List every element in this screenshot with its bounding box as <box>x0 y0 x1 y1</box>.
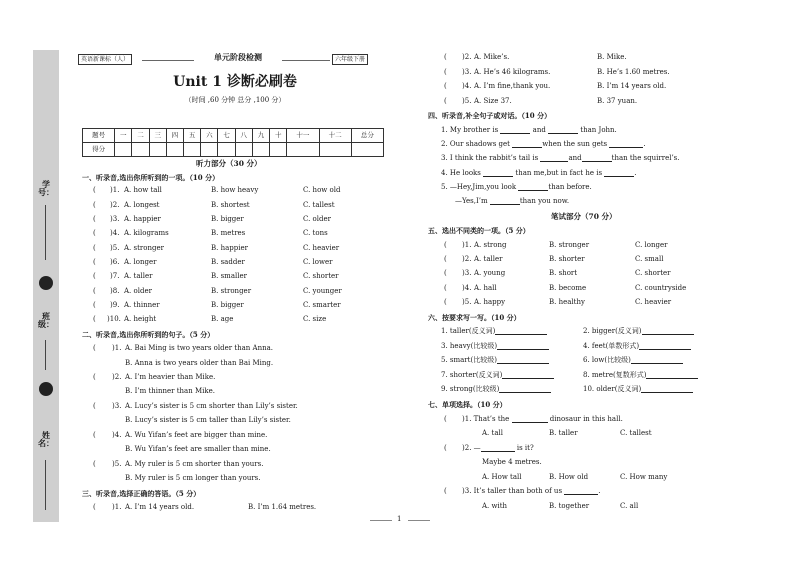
question-number: )3. <box>462 68 472 76</box>
answer-bracket[interactable]: ( <box>93 402 96 410</box>
option-b: B. bigger <box>211 215 244 223</box>
question-number: )5. <box>462 97 472 105</box>
option-c: C. older <box>303 215 331 223</box>
score-cell: 一 <box>115 129 132 143</box>
score-cell: 七 <box>218 129 235 143</box>
option-a: A. hall <box>474 284 497 292</box>
section-heading: 六、按要求写一写。（10 分） <box>428 313 521 322</box>
writing-section-title: 笔试部分（70 分） <box>551 212 617 221</box>
question-number: )10. <box>107 315 121 323</box>
question-number: )9. <box>110 301 120 309</box>
option-b: B. stronger <box>549 241 590 249</box>
sentence-option-b: B. Lucy’s sister is 5 cm taller than Lily’s sister. <box>125 416 291 424</box>
rewrite-item: 3. heavy(比较级) <box>441 343 549 350</box>
score-input-cell[interactable] <box>252 143 269 157</box>
fill-blank[interactable] <box>502 378 554 379</box>
option-b: B. together <box>549 502 590 510</box>
option-a: A. kilograms <box>124 229 169 237</box>
score-input-cell[interactable] <box>115 143 132 157</box>
option-c: C. small <box>635 255 664 263</box>
answer-bracket[interactable]: ( <box>93 229 96 237</box>
question-stem: )2. — is it? <box>462 444 534 452</box>
option-a: A. I’m fine,thank you. <box>474 82 551 90</box>
option-c: C. how old <box>303 186 341 194</box>
sentence-option-a: A. My ruler is 5 cm shorter than yours. <box>125 460 264 468</box>
question-stem: )1. That’s the dinosaur in this hall. <box>462 415 623 423</box>
answer-bracket[interactable]: ( <box>444 415 447 423</box>
option-b: B. happier <box>211 244 248 252</box>
option-a: A. with <box>482 502 508 510</box>
score-input-cell[interactable] <box>287 143 319 157</box>
question-number: )2. <box>112 373 122 381</box>
name-line <box>45 460 46 510</box>
option-c: C. smarter <box>303 301 341 309</box>
student-number-line <box>45 205 46 260</box>
edition-tag: 英语新课标（人） <box>78 54 132 65</box>
option-a: A. young <box>474 269 506 277</box>
seal-dot <box>39 276 53 290</box>
option-b: B. how heavy <box>211 186 259 194</box>
question-number: )2. <box>462 255 472 263</box>
question-number: )1. <box>112 344 122 352</box>
option-c: C. longer <box>635 241 668 249</box>
question-number: )5. <box>110 244 120 252</box>
score-input-cell[interactable] <box>235 143 252 157</box>
fill-blank[interactable] <box>499 392 551 393</box>
option-b: B. metres <box>211 229 246 237</box>
score-table-score-row <box>83 143 384 157</box>
score-cell: 得分 <box>83 143 115 157</box>
fill-blank[interactable] <box>564 494 598 495</box>
fill-sentence: 4. He looks than me,but in fact he is . <box>441 169 637 177</box>
fill-blank[interactable] <box>609 147 643 148</box>
option-b: B. bigger <box>211 301 244 309</box>
option-a: A. happier <box>124 215 161 223</box>
score-cell: 六 <box>201 129 218 143</box>
score-cell: 八 <box>235 129 252 143</box>
question-number: )3. <box>462 269 472 277</box>
option-b: B. He’s 1.60 metres. <box>597 68 670 76</box>
score-cell: 二 <box>132 129 149 143</box>
answer-bracket[interactable]: ( <box>444 82 447 90</box>
option-a: A. tall <box>482 429 503 437</box>
answer-bracket[interactable]: ( <box>93 215 96 223</box>
option-a: A. He’s 46 kilograms. <box>474 68 551 76</box>
answer-bracket[interactable]: ( <box>444 255 447 263</box>
score-table <box>82 128 384 157</box>
sentence-option-a: A. Lucy’s sister is 5 cm shorter than Lily’s sister. <box>125 402 298 410</box>
header-title: 单元阶段检测 <box>214 53 262 62</box>
sentence-option-a: A. Bai Ming is two years older than Anna. <box>125 344 273 352</box>
option-c: C. size <box>303 315 327 323</box>
answer-bracket[interactable]: ( <box>93 186 96 194</box>
fill-sentence: 5. —Hey,Jim,you look than before. <box>441 183 592 191</box>
answer-bracket[interactable]: ( <box>444 97 447 105</box>
answer-bracket[interactable]: ( <box>444 68 447 76</box>
sentence-option-a: A. Wu Yifan’s feet are bigger than mine. <box>125 431 268 439</box>
fill-blank[interactable] <box>582 161 612 162</box>
option-a: A. older <box>124 287 152 295</box>
score-cell: 题号 <box>83 129 115 143</box>
fill-blank[interactable] <box>500 133 530 134</box>
answer-bracket[interactable]: ( <box>444 487 447 495</box>
rewrite-item: 8. metre(复数形式) <box>583 372 698 379</box>
option-a: A. taller <box>474 255 503 263</box>
answer-bracket[interactable]: ( <box>93 460 96 468</box>
option-a: A. thinner <box>124 301 160 309</box>
rewrite-item: 1. taller(反义词) <box>441 328 547 335</box>
score-cell: 四 <box>166 129 183 143</box>
answer-bracket[interactable]: ( <box>93 287 96 295</box>
question-number: )2. <box>110 201 120 209</box>
option-c: C. tallest <box>303 201 335 209</box>
question-number: )6. <box>110 258 120 266</box>
question-number: )2. <box>462 53 472 61</box>
option-b: B. sadder <box>211 258 245 266</box>
page-title: Unit 1 诊断必刷卷 <box>173 74 297 90</box>
option-a: A. how tall <box>124 186 162 194</box>
score-input-cell[interactable] <box>201 143 218 157</box>
option-b: B. shorter <box>549 255 585 263</box>
answer-bracket[interactable]: ( <box>93 373 96 381</box>
fill-blank[interactable] <box>646 378 698 379</box>
fill-blank[interactable] <box>497 363 549 364</box>
answer-bracket[interactable]: ( <box>93 503 96 511</box>
listening-section-title: 听力部分（30 分） <box>196 159 262 168</box>
answer-bracket[interactable]: ( <box>444 241 447 249</box>
option-b: B. smaller <box>211 272 247 280</box>
fill-blank[interactable] <box>604 176 634 177</box>
score-cell: 五 <box>184 129 201 143</box>
fill-blank[interactable] <box>631 363 683 364</box>
score-input-cell[interactable] <box>184 143 201 157</box>
option-b: B. Mike. <box>597 53 627 61</box>
rewrite-item: 9. strong(比较级) <box>441 386 551 393</box>
question-number: )7. <box>110 272 120 280</box>
score-input-cell[interactable] <box>166 143 183 157</box>
answer-bracket[interactable]: ( <box>93 431 96 439</box>
answer-bracket[interactable]: ( <box>93 272 96 280</box>
fill-sentence: 1. My brother is and than John. <box>441 126 617 134</box>
option-c: C. How many <box>620 473 668 481</box>
option-b: B. How old <box>549 473 589 481</box>
rewrite-item: 5. smart(比较级) <box>441 357 549 364</box>
option-b: B. stronger <box>211 287 252 295</box>
option-c: C. shorter <box>635 269 671 277</box>
sentence-option-b: B. Anna is two years older than Bai Ming. <box>125 359 274 367</box>
answer-bracket[interactable]: ( <box>444 444 447 452</box>
option-a: A. longer <box>124 258 157 266</box>
sentence-option-a: A. I’m heavier than Mike. <box>125 373 216 381</box>
answer-bracket[interactable]: ( <box>93 244 96 252</box>
seal-dot <box>39 382 53 396</box>
class-label: 班级： <box>38 312 54 330</box>
score-input-cell[interactable] <box>132 143 149 157</box>
answer-bracket[interactable]: ( <box>93 344 96 352</box>
section-heading: 一、听录音,选出你所听到的一项。（10 分） <box>82 173 220 182</box>
question-number: )4. <box>112 431 122 439</box>
fill-blank[interactable] <box>518 190 548 191</box>
rewrite-item: 2. bigger(反义词) <box>583 328 694 335</box>
option-b: B. shortest <box>211 201 250 209</box>
question-number: )8. <box>110 287 120 295</box>
option-a: A. I’m 14 years old. <box>125 503 195 511</box>
sentence-option-b: B. My ruler is 5 cm longer than yours. <box>125 474 261 482</box>
answer-bracket[interactable]: ( <box>444 53 447 61</box>
score-cell: 九 <box>252 129 269 143</box>
option-c: C. heavier <box>635 298 672 306</box>
question-stem-line: Maybe 4 metres. <box>482 458 542 466</box>
section-heading: 五、选出不同类的一项。（5 分） <box>428 226 530 235</box>
section-heading: 七、单项选择。（10 分） <box>428 400 507 409</box>
fill-blank[interactable] <box>490 204 520 205</box>
fill-blank[interactable] <box>540 161 568 162</box>
rewrite-item: 6. low(比较级) <box>583 357 683 364</box>
fill-blank[interactable] <box>495 334 547 335</box>
option-c: C. tallest <box>620 429 652 437</box>
option-c: C. lower <box>303 258 333 266</box>
option-a: A. Size 37. <box>474 97 512 105</box>
fill-blank[interactable] <box>641 392 693 393</box>
option-c: C. all <box>620 502 639 510</box>
score-input-cell[interactable] <box>149 143 166 157</box>
fill-blank[interactable] <box>483 176 513 177</box>
question-number: )5. <box>462 298 472 306</box>
option-a: A. happy <box>474 298 506 306</box>
question-number: )1. <box>112 503 122 511</box>
exam-header <box>78 54 386 66</box>
score-cell: 十二 <box>319 129 351 143</box>
fill-sentence: 2. Our shadows get when the sun gets . <box>441 140 646 148</box>
fill-blank[interactable] <box>497 349 549 350</box>
option-b: B. taller <box>549 429 578 437</box>
score-input-cell[interactable] <box>270 143 287 157</box>
option-a: A. taller <box>124 272 153 280</box>
fill-blank[interactable] <box>642 334 694 335</box>
answer-bracket[interactable]: ( <box>93 301 96 309</box>
fill-sentence: 3. I think the rabbit’s tail is and than the squirrel’s. <box>441 154 680 162</box>
score-input-cell[interactable] <box>218 143 235 157</box>
rewrite-item: 4. feet(单数形式) <box>583 343 691 350</box>
rewrite-item: 7. shorter(反义词) <box>441 372 554 379</box>
grade-tag: 六年级下册 <box>332 54 368 65</box>
option-b: B. healthy <box>549 298 585 306</box>
section-heading: 四、听录音,补全句子或对话。（10 分） <box>428 111 552 120</box>
answer-bracket[interactable]: ( <box>93 315 96 323</box>
option-a: A. Mike’s. <box>474 53 510 61</box>
section-heading: 二、听录音,选出你所听到的句子。（5 分） <box>82 330 215 339</box>
score-cell: 总分 <box>351 129 383 143</box>
fill-sentence: —Yes,I’m than you now. <box>455 197 570 205</box>
answer-bracket[interactable]: ( <box>93 258 96 266</box>
option-b: B. short <box>549 269 578 277</box>
option-c: C. countryside <box>635 284 687 292</box>
score-cell: 十一 <box>287 129 319 143</box>
fill-blank[interactable] <box>512 422 548 423</box>
fill-blank[interactable] <box>548 133 578 134</box>
question-number: )3. <box>110 215 120 223</box>
question-number: )1. <box>462 241 472 249</box>
exam-time-score: （时间 ,60 分钟 总分 ,100 分） <box>184 96 286 104</box>
footer-rule <box>408 520 430 521</box>
student-number-label: 学号： <box>38 180 54 198</box>
fill-blank[interactable] <box>512 147 542 148</box>
score-table-header-row <box>83 129 384 143</box>
sentence-option-b: B. Wu Yifan’s feet are smaller than mine. <box>125 445 271 453</box>
option-b: B. become <box>549 284 587 292</box>
header-rule <box>282 60 330 61</box>
option-a: A. longest <box>124 201 160 209</box>
option-a: A. height <box>124 315 157 323</box>
rewrite-item: 10. older(反义词) <box>583 386 693 393</box>
question-number: )1. <box>110 186 120 194</box>
question-number: )3. <box>112 402 122 410</box>
name-label: 姓名： <box>38 431 54 449</box>
score-input-cell[interactable] <box>351 143 383 157</box>
answer-bracket[interactable]: ( <box>444 298 447 306</box>
score-input-cell[interactable] <box>319 143 351 157</box>
option-a: A. strong <box>474 241 507 249</box>
score-cell: 十 <box>270 129 287 143</box>
option-c: C. heavier <box>303 244 340 252</box>
class-line <box>45 340 46 370</box>
question-stem: )3. It’s taller than both of us . <box>462 487 601 495</box>
option-b: B. age <box>211 315 234 323</box>
page-number: 1 <box>397 515 402 523</box>
fill-blank[interactable] <box>481 451 515 452</box>
option-c: C. tons <box>303 229 328 237</box>
answer-bracket[interactable]: ( <box>444 284 447 292</box>
option-a: A. How tall <box>482 473 522 481</box>
section-heading: 三、听录音,选择正确的答语。（5 分） <box>82 489 201 498</box>
question-number: )4. <box>462 284 472 292</box>
question-number: )4. <box>110 229 120 237</box>
score-cell: 三 <box>149 129 166 143</box>
answer-bracket[interactable]: ( <box>444 269 447 277</box>
option-c: C. younger <box>303 287 342 295</box>
header-rule <box>142 60 194 61</box>
option-b: B. I’m 1.64 metres. <box>248 503 317 511</box>
option-a: A. stronger <box>124 244 164 252</box>
option-b: B. I’m 14 years old. <box>597 82 667 90</box>
question-number: )4. <box>462 82 472 90</box>
question-number: )5. <box>112 460 122 468</box>
fill-blank[interactable] <box>639 349 691 350</box>
sentence-option-b: B. I’m thinner than Mike. <box>125 387 215 395</box>
option-b: B. 37 yuan. <box>597 97 638 105</box>
option-c: C. shorter <box>303 272 339 280</box>
footer-rule <box>370 520 392 521</box>
answer-bracket[interactable]: ( <box>93 201 96 209</box>
